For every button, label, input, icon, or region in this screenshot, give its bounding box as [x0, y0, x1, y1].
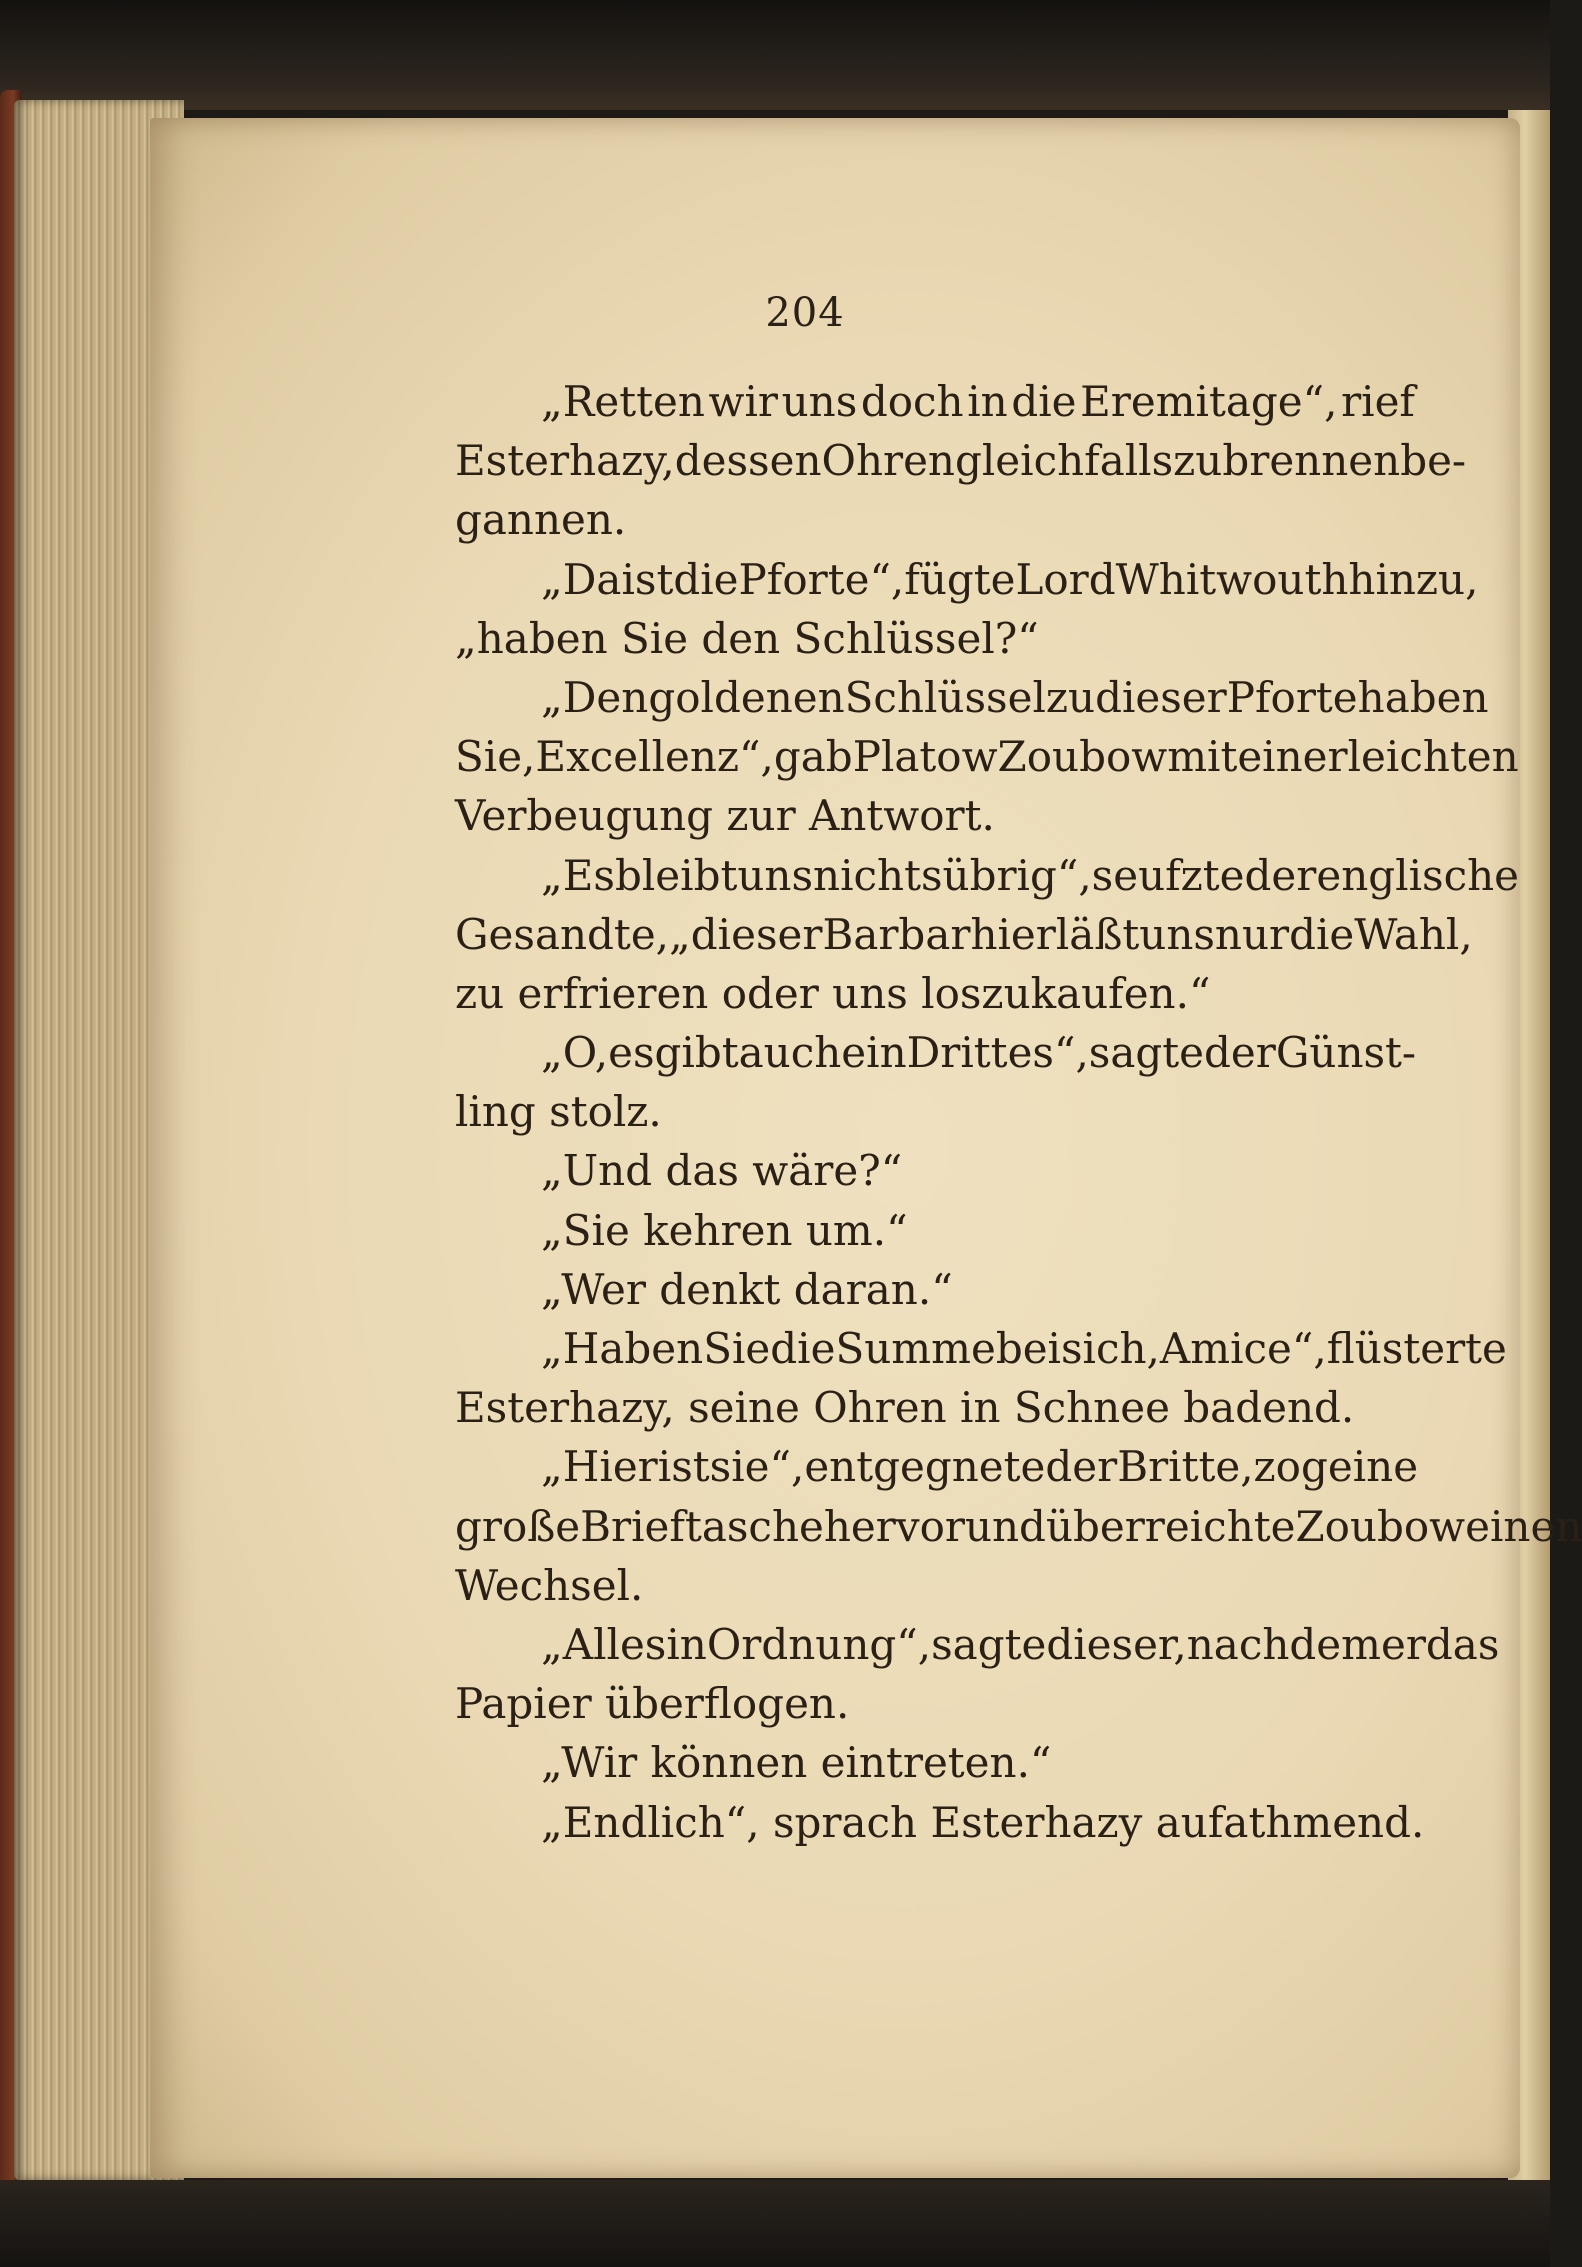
- text-line: „O, es gibt auch ein Drittes“, sagte der Günst-: [541, 1028, 1417, 1078]
- text-line: „Alles in Ordnung“, sagte dieser, nachdem er das: [541, 1619, 1500, 1669]
- text-line: „Haben Sie die Summe bei sich, Amice“, flüsterte: [541, 1324, 1507, 1373]
- page-number: 204: [765, 290, 845, 336]
- text-line: „Und das wäre?“: [541, 1146, 903, 1196]
- text-line: ling stolz.: [455, 1087, 662, 1137]
- text-line: „Sie kehren um.“: [541, 1205, 908, 1255]
- text-line: „Endlich“, sprach Esterhazy aufathmend.: [541, 1797, 1425, 1847]
- text-line: Sie, Excellenz“, gab Platow Zoubow mit einer leichten: [455, 732, 1519, 782]
- text-line: Papier überflogen.: [455, 1679, 850, 1729]
- text-line: „Da ist die Pforte“, fügte Lord Whitwouth hinzu,: [541, 554, 1479, 604]
- text-line: große Brieftasche hervor und überreichte Zoubow einen: [455, 1501, 1582, 1551]
- text-line: „haben Sie den Schlüssel?“: [455, 613, 1039, 663]
- book-bottom-edge: [0, 2180, 1550, 2267]
- text-line: Gesandte, „dieser Barbar hier läßt uns nur die Wahl,: [455, 909, 1473, 959]
- text-line: Wechsel.: [455, 1560, 644, 1610]
- text-line: „Retten wir uns doch in die Eremitage“, rief: [541, 377, 1415, 426]
- text-line: Verbeugung zur Antwort.: [455, 791, 995, 841]
- text-line: „Hier ist sie“, entgegnete der Britte, zog eine: [541, 1442, 1419, 1492]
- page-text: [455, 372, 1582, 1852]
- text-line: „Wer denkt daran.“: [541, 1264, 953, 1314]
- text-line: zu erfrieren oder uns loszukaufen.“: [455, 968, 1211, 1018]
- text-line: „Wir können eintreten.“: [541, 1738, 1052, 1788]
- text-line: gannen.: [455, 495, 627, 545]
- text-line: „Den goldenen Schlüssel zu dieser Pforte haben: [541, 672, 1489, 722]
- book-cover-top-edge: [0, 0, 1550, 110]
- text-line: „Es bleibt uns nichts übrig“, seufzte der englische: [541, 850, 1520, 900]
- text-line: Esterhazy, dessen Ohren gleichfalls zu brennen be-: [455, 436, 1467, 486]
- text-line: Esterhazy, seine Ohren in Schnee badend.: [455, 1383, 1355, 1433]
